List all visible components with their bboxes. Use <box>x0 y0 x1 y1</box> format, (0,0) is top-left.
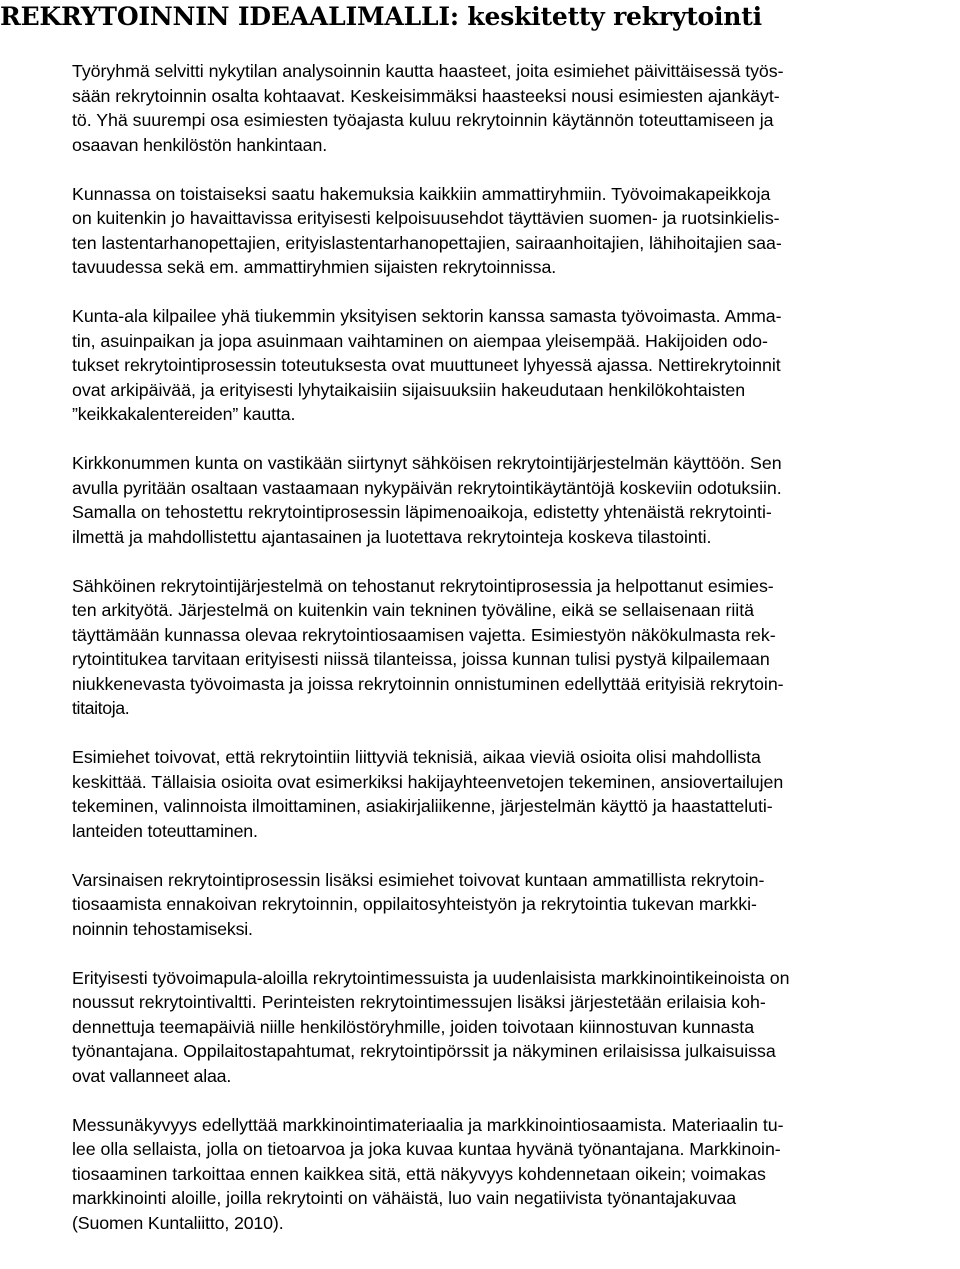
paragraph-line: täyttämään kunnassa olevaa rekrytointiosaamisen vajetta. Esimiestyön näkökulmasta rek- <box>72 624 776 645</box>
paragraph-line: Varsinaisen rekrytointiprosessin lisäksi esimiehet toivovat kuntaan ammatillista rekrytoin- <box>72 869 765 890</box>
paragraph-line: Työryhmä selvitti nykytilan analysoinnin kautta haasteet, joita esimiehet päivittäisessä työs- <box>72 61 784 81</box>
paragraph-line: Sähköinen rekrytointijärjestelmä on tehostanut rekrytointiprosessia ja helpottanut esimies- <box>72 575 774 596</box>
paragraph <box>72 745 960 843</box>
paragraph <box>72 182 960 280</box>
paragraph-line: rytointitukea tarvitaan erityisesti niissä tilanteissa, joissa kunnan tulisi pystyä kilpailemaan <box>72 649 770 669</box>
paragraph-line: avulla pyritään osaltaan vastaamaan nykypäivän rekrytointikäytäntöjä koskeviin odotuksiin. <box>72 477 782 498</box>
paragraph-line: Kunta-ala kilpailee yhä tiukemmin yksityisen sektorin kanssa samasta työvoimasta. Amma- <box>72 306 782 326</box>
paragraph-line: tavuudessa sekä em. ammattiryhmien sijaisten rekrytoinnissa. <box>72 257 557 277</box>
paragraph <box>72 451 960 549</box>
paragraph <box>72 1113 960 1236</box>
paragraph-line: tiosaamista ennakoivan rekrytoinnin, oppilaitosyhteistyön ja rekrytointia tukevan markki- <box>72 894 757 914</box>
paragraph-line: sään rekrytoinnin osalta kohtaavat. Keskeisimmäksi haasteeksi nousi esimiesten ajankäyt- <box>72 85 780 106</box>
document-heading: REKRYTOINNIN IDEAALIMALLI: keskitetty rekrytointi <box>0 2 762 31</box>
paragraph-line: ”keikkakalentereiden” kautta. <box>72 404 296 424</box>
paragraph <box>72 868 960 942</box>
paragraph-line: tekeminen, valinnoista ilmoittaminen, asiakirjaliikenne, järjestelmän käyttö ja haastatteluti- <box>72 796 773 816</box>
paragraph-line: Messunäkyvyys edellyttää markkinointimateriaalia ja markkinointiosaamista. Materiaalin tu- <box>72 1114 784 1135</box>
paragraph-line: dennettuja teemapäiviä niille henkilöstöryhmille, joiden toivotaan kiinnostuvan kunnasta <box>72 1016 755 1037</box>
paragraph-line: tin, asuinpaikan ja jopa asuinmaan vaihtaminen on aiempaa yleisempää. Hakijoiden odo- <box>72 330 768 351</box>
paragraph-line: (Suomen Kuntaliitto, 2010). <box>72 1212 284 1233</box>
paragraph <box>72 574 960 721</box>
paragraph-line: noussut rekrytointivaltti. Perinteisten rekrytointimessujen lisäksi järjestetään erilaisia koh- <box>72 992 766 1012</box>
paragraph-line: Kunnassa on toistaiseksi saatu hakemuksia kaikkiin ammattiryhmiin. Työvoimakapeikkoja <box>72 183 771 204</box>
paragraph <box>72 304 960 427</box>
paragraph-line: ten arkityötä. Järjestelmä on kuitenkin vain tekninen työväline, eikä se sellaisenaan riitä <box>72 600 754 620</box>
paragraph-line: Erityisesti työvoimapula-aloilla rekrytointimessuista ja uudenlaisista markkinointikeinoista on <box>72 967 790 988</box>
paragraph-line: ovat arkipäivää, ja erityisesti lyhytaikaisiin sijaisuuksiin hakeudutaan henkilökohtaisten <box>72 379 746 400</box>
paragraph-line: lee olla sellaista, jolla on tietoarvoa ja joka kuvaa kuntaa hyvänä työnantajana. Markkinoin- <box>72 1139 781 1159</box>
paragraph-line: työnantajana. Oppilaitostapahtumat, rekrytointipörssit ja näkyminen erilaisissa julkaisuissa <box>72 1041 776 1061</box>
paragraph-line: tukset rekrytointiprosessin toteutuksesta ovat muuttuneet lyhyessä ajassa. Nettirekrytoinnit <box>72 355 781 375</box>
paragraph-line: osaavan henkilöstön hankintaan. <box>72 134 328 155</box>
paragraph-line: markkinointi aloille, joilla rekrytointi on vähäistä, luo vain negatiivista työnantajakuvaa <box>72 1188 737 1208</box>
document-body <box>72 59 960 1260</box>
paragraph-line: tö. Yhä suurempi osa esimiesten työajasta kuluu rekrytoinnin käytännön toteuttamiseen ja <box>72 110 774 130</box>
paragraph-line: Esimiehet toivovat, että rekrytointiin liittyviä teknisiä, aikaa vieviä osioita olisi mahdollista <box>72 747 761 767</box>
paragraph-line: ovat vallanneet alaa. <box>72 1065 232 1086</box>
paragraph-line: Kirkkonummen kunta on vastikään siirtynyt sähköisen rekrytointijärjestelmän käyttöön. Sen <box>72 453 782 473</box>
paragraph-line: titaitoja. <box>72 698 130 718</box>
paragraph-line: noinnin tehostamiseksi. <box>72 918 253 939</box>
paragraph <box>72 966 960 1089</box>
paragraph-line: ten lastentarhanopettajien, erityislastentarhanopettajien, sairaanhoitajien, lähihoitajien saa- <box>72 232 782 253</box>
paragraph-line: keskittää. Tällaisia osioita ovat esimerkiksi hakijayhteenvetojen tekeminen, ansiovertailujen <box>72 771 784 792</box>
paragraph <box>72 59 960 157</box>
paragraph-line: lanteiden toteuttaminen. <box>72 820 258 841</box>
paragraph-line: on kuitenkin jo havaittavissa erityisesti kelpoisuusehdot täyttävien suomen- ja ruotsinkielis- <box>72 208 780 228</box>
paragraph-line: Samalla on tehostettu rekrytointiprosessin läpimenoaikoja, edistetty yhtenäistä rekrytointi- <box>72 502 772 522</box>
paragraph-line: ilmettä ja mahdollistettu ajantasainen ja luotettava rekrytointeja koskeva tilastointi. <box>72 526 712 547</box>
paragraph-line: niukkenevasta työvoimasta ja joissa rekrytoinnin onnistuminen edellyttää erityisiä rekrytoin- <box>72 673 784 694</box>
paragraph-line: tiosaaminen tarkoittaa ennen kaikkea sitä, että näkyvyys kohdennetaan oikein; voimakas <box>72 1163 766 1184</box>
